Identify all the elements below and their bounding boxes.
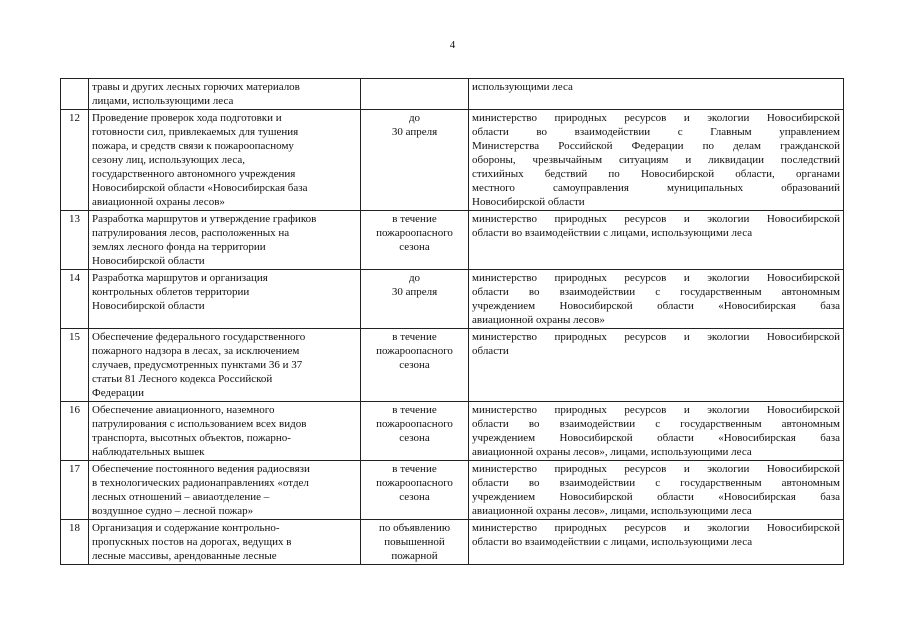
responsible-cell-line: области	[472, 345, 509, 357]
action-cell-line: готовности сил, привлекаемых для тушения	[92, 126, 299, 138]
deadline-cell	[361, 79, 469, 110]
action-cell-line: патрулирования с использованием всех видов	[92, 418, 307, 430]
action-cell-line: Новосибирской области «Новосибирская база	[92, 182, 308, 194]
responsible-cell-line: области во взаимодействии с государственным автономным	[472, 477, 840, 489]
table-row	[61, 520, 844, 565]
action-cell-line: Разработка маршрутов и утверждение графиков	[92, 213, 317, 225]
row-number: 13	[61, 211, 89, 270]
deadline-cell-line: по объявлению	[378, 522, 451, 534]
responsible-cell	[469, 329, 844, 402]
action-cell	[89, 329, 361, 402]
responsible-cell-line: Новосибирской области	[472, 196, 585, 208]
deadline-cell-line: в течение	[392, 404, 437, 416]
responsible-cell-line: министерство природных ресурсов и экологии Новосибирской	[472, 213, 840, 225]
deadline-cell	[361, 211, 469, 270]
responsible-cell-line: министерство природных ресурсов и экологии Новосибирской	[472, 272, 840, 284]
responsible-cell	[469, 461, 844, 520]
deadline-cell	[361, 329, 469, 402]
table-row	[61, 329, 844, 402]
responsible-cell-line: области во взаимодействии с лицами, использующими леса	[472, 536, 753, 548]
responsible-cell-line: учреждением Новосибирской области «Новосибирская база	[472, 491, 840, 503]
deadline-cell	[361, 461, 469, 520]
table-row	[61, 461, 844, 520]
responsible-cell-line: авиационной охраны лесов», лицами, использующими леса	[472, 505, 752, 517]
fire-safety-plan-table	[60, 78, 844, 565]
action-cell	[89, 211, 361, 270]
responsible-cell-line: министерство природных ресурсов и экологии Новосибирской	[472, 112, 840, 124]
responsible-cell-line: министерство природных ресурсов и экологии Новосибирской	[472, 463, 840, 475]
table-row	[61, 270, 844, 329]
action-cell-line: государственного автономного учреждения	[92, 168, 296, 180]
action-cell-line: землях лесного фонда на территории	[92, 241, 266, 253]
action-cell-line: травы и других лесных горючих материалов	[92, 81, 300, 93]
table-row	[61, 110, 844, 211]
table-row	[61, 79, 844, 110]
responsible-cell	[469, 110, 844, 211]
action-cell-line: Федерации	[92, 387, 144, 399]
responsible-cell-line: министерство природных ресурсов и экологии Новосибирской	[472, 404, 840, 416]
action-cell-line: пожарного надзора в лесах, за исключением	[92, 345, 300, 357]
action-cell	[89, 461, 361, 520]
action-cell-line: Новосибирской области	[92, 300, 205, 312]
responsible-cell	[469, 79, 844, 110]
action-cell-line: пожара, и средств связи к пожароопасному	[92, 140, 294, 152]
action-cell-line: авиационной охраны лесов»	[92, 196, 225, 208]
action-cell	[89, 270, 361, 329]
row-number: 12	[61, 110, 89, 211]
action-cell-line: лесных отношений – авиаотделение –	[92, 491, 270, 503]
deadline-cell-line: пожароопасного	[376, 227, 453, 239]
action-cell	[89, 110, 361, 211]
deadline-cell-line: 30 апреля	[391, 126, 438, 138]
action-cell-line: патрулирования лесов, расположенных на	[92, 227, 290, 239]
deadline-cell-line: пожарной	[391, 550, 438, 562]
responsible-cell-line: области во взаимодействии с Главным управлением	[472, 126, 840, 138]
row-number: 15	[61, 329, 89, 402]
deadline-cell-line: сезона	[399, 241, 430, 253]
deadline-cell-line: в течение	[392, 213, 437, 225]
responsible-cell-line: учреждением Новосибирской области «Новосибирская база	[472, 300, 840, 312]
responsible-cell-line: учреждением Новосибирской области «Новосибирская база	[472, 432, 840, 444]
action-cell-line: Обеспечение авиационного, наземного	[92, 404, 275, 416]
action-cell-line: Новосибирской области	[92, 255, 205, 267]
action-cell-line: контрольных облетов территории	[92, 286, 250, 298]
responsible-cell-line: авиационной охраны лесов»	[472, 314, 605, 326]
action-cell-line: пропускных постов на дорогах, ведущих в	[92, 536, 292, 548]
action-cell-line: лицами, использующими леса	[92, 95, 234, 107]
deadline-cell	[361, 402, 469, 461]
responsible-cell	[469, 270, 844, 329]
deadline-cell-line: повышенной	[384, 536, 445, 548]
deadline-cell	[361, 520, 469, 565]
deadline-cell-line: до	[408, 272, 421, 284]
deadline-cell	[361, 110, 469, 211]
responsible-cell-line: Министерства Российской Федерации по делам гражданской	[472, 140, 840, 152]
deadline-cell-line: в течение	[392, 331, 437, 343]
deadline-cell-line: 30 апреля	[391, 286, 438, 298]
row-number: 14	[61, 270, 89, 329]
table-body	[61, 79, 844, 565]
action-cell	[89, 520, 361, 565]
deadline-cell-line: пожароопасного	[376, 418, 453, 430]
responsible-cell	[469, 402, 844, 461]
responsible-cell-line: местного самоуправления муниципальных образований	[472, 182, 840, 194]
deadline-cell-line: в течение	[392, 463, 437, 475]
action-cell	[89, 402, 361, 461]
responsible-cell-line: обороны, чрезвычайным ситуациям и ликвидации последствий	[472, 154, 840, 166]
action-cell-line: Организация и содержание контрольно-	[92, 522, 280, 534]
page-number: 4	[449, 39, 456, 51]
responsible-cell-line: использующими леса	[472, 81, 573, 93]
action-cell-line: Проведение проверок хода подготовки и	[92, 112, 282, 124]
row-number: 17	[61, 461, 89, 520]
row-number	[61, 79, 89, 110]
deadline-cell-line: сезона	[399, 491, 430, 503]
table-row	[61, 211, 844, 270]
action-cell-line: Разработка маршрутов и организация	[92, 272, 268, 284]
action-cell-line: Обеспечение федерального государственного	[92, 331, 306, 343]
action-cell-line: транспорта, высотных объектов, пожарно-	[92, 432, 291, 444]
deadline-cell	[361, 270, 469, 329]
deadline-cell-line: пожароопасного	[376, 477, 453, 489]
responsible-cell-line: области во взаимодействии с лицами, использующими леса	[472, 227, 753, 239]
action-cell-line: лесные массивы, арендованные лесные	[92, 550, 277, 562]
action-cell-line: Обеспечение постоянного ведения радиосвязи	[92, 463, 310, 475]
deadline-cell-line: пожароопасного	[376, 345, 453, 357]
action-cell-line: воздушное судно – лесной пожар»	[92, 505, 254, 517]
deadline-cell-line: до	[408, 112, 421, 124]
responsible-cell	[469, 211, 844, 270]
deadline-cell-line: сезона	[399, 432, 430, 444]
action-cell	[89, 79, 361, 110]
responsible-cell	[469, 520, 844, 565]
responsible-cell-line: министерство природных ресурсов и экологии Новосибирской	[472, 331, 840, 343]
responsible-cell-line: стихийных бедствий по Новосибирской области, органами	[472, 168, 840, 180]
row-number: 18	[61, 520, 89, 565]
responsible-cell-line: министерство природных ресурсов и экологии Новосибирской	[472, 522, 840, 534]
action-cell-line: случаев, предусмотренных пунктами 36 и 37	[92, 359, 303, 371]
deadline-cell-line: сезона	[399, 359, 430, 371]
action-cell-line: статьи 81 Лесного кодекса Российской	[92, 373, 273, 385]
responsible-cell-line: области во взаимодействии с государственным автономным	[472, 418, 840, 430]
action-cell-line: в технологических радионаправлениях «отдел	[92, 477, 309, 489]
action-cell-line: наблюдательных вышек	[92, 446, 205, 458]
action-cell-line: сезону лиц, использующих леса,	[92, 154, 245, 166]
responsible-cell-line: авиационной охраны лесов», лицами, использующими леса	[472, 446, 752, 458]
table-row	[61, 402, 844, 461]
responsible-cell-line: области во взаимодействии с государственным автономным	[472, 286, 840, 298]
row-number: 16	[61, 402, 89, 461]
